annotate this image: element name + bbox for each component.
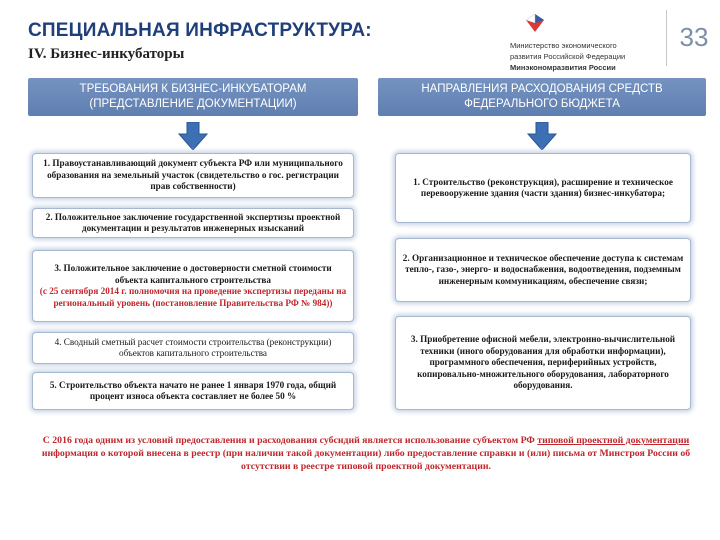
left-heading-line1: ТРЕБОВАНИЯ К БИЗНЕС-ИНКУБАТОРАМ <box>79 83 307 95</box>
right-column-heading <box>378 78 706 116</box>
left-item-2-text: 2. Положительное заключение государственной экспертизы проектной документации и результатов инженерных изысканий <box>45 211 341 233</box>
left-item-2 <box>32 208 354 238</box>
slide-subtitle: IV. Бизнес-инкубаторы <box>28 46 185 62</box>
left-item-5-text: 5. Строительство объекта начато не ранее 1 января 1970 года, общий процент износа объекта составляет не более 50 % <box>49 379 337 401</box>
left-item-1 <box>32 153 354 198</box>
left-item-3-note: (с 25 сентября 2014 г. полномочия на проведение экспертизы переданы на региональный уровень (постановление Правительства РФ № 984)) <box>39 286 347 308</box>
left-item-1-text: 1. Правоустанавливающий документ субъекта РФ или муниципального образования на земельный участок (свидетельство о гос. регистрации прав собственности) <box>43 158 343 192</box>
right-heading-line1: НАПРАВЛЕНИЯ РАСХОДОВАНИЯ СРЕДСТВ <box>421 83 663 95</box>
ministry-name <box>510 40 660 73</box>
right-heading-line2: ФЕДЕРАЛЬНОГО БЮДЖЕТА <box>464 98 620 110</box>
left-item-4-text: 4. Сводный сметный расчет стоимости строительства (реконструкции) объектов капитального строительства <box>54 336 332 358</box>
left-item-5 <box>32 372 354 410</box>
slide-title: СПЕЦИАЛЬНАЯ ИНФРАСТРУКТУРА: <box>28 20 372 41</box>
note-part2: типовой проектной документации <box>537 435 690 446</box>
right-item-2-text: 2. Организационное и техническое обеспечение доступа к системам тепло-, газо-, энерго- и водоснабжения, водоотведения, подземным инженерным коммуникациям, обеспечение связи; <box>402 252 684 286</box>
ministry-line2: развития Российской Федерации <box>510 52 626 61</box>
subsidy-note <box>30 434 702 473</box>
right-item-1-text: 1. Строительство (реконструкция), расширение и техническое перевооружение здания (части здания) бизнес-инкубатора; <box>413 176 673 198</box>
left-heading-line2: (ПРЕДСТАВЛЕНИЕ ДОКУМЕНТАЦИИ) <box>89 98 297 110</box>
left-item-3-text: 3. Положительное заключение о достоверности сметной стоимости объекта капитального строительства <box>54 263 332 285</box>
header-divider <box>666 10 667 66</box>
ministry-short: Минэкономразвития России <box>510 63 616 72</box>
ministry-line1: Министерство экономического <box>510 41 617 50</box>
right-item-3 <box>395 316 691 410</box>
right-item-2 <box>395 238 691 302</box>
right-down-arrow-icon <box>527 122 557 150</box>
ministry-logo-icon <box>524 12 546 34</box>
left-item-4 <box>32 332 354 364</box>
left-down-arrow-icon <box>178 122 208 150</box>
left-column-heading <box>28 78 358 116</box>
right-item-3-text: 3. Приобретение офисной мебели, электронно-вычислительной техники (иного оборудования для обработки информации), программного обеспечения, периферийных устройств, копировально-множительного оборудования, лабораторного оборудования. <box>410 334 676 391</box>
note-part1: С 2016 года одним из условий предоставления и расходования субсидий является использование субъектом РФ <box>42 435 538 446</box>
left-item-3 <box>32 250 354 322</box>
right-item-1 <box>395 153 691 223</box>
note-part3: информация о которой внесена в реестр (при наличии такой документации) либо предоставление справки и (или) письма от Минстроя России об отсутствии в реестре типовой проектной документации. <box>41 448 691 472</box>
page-number: 33 <box>679 22 709 52</box>
